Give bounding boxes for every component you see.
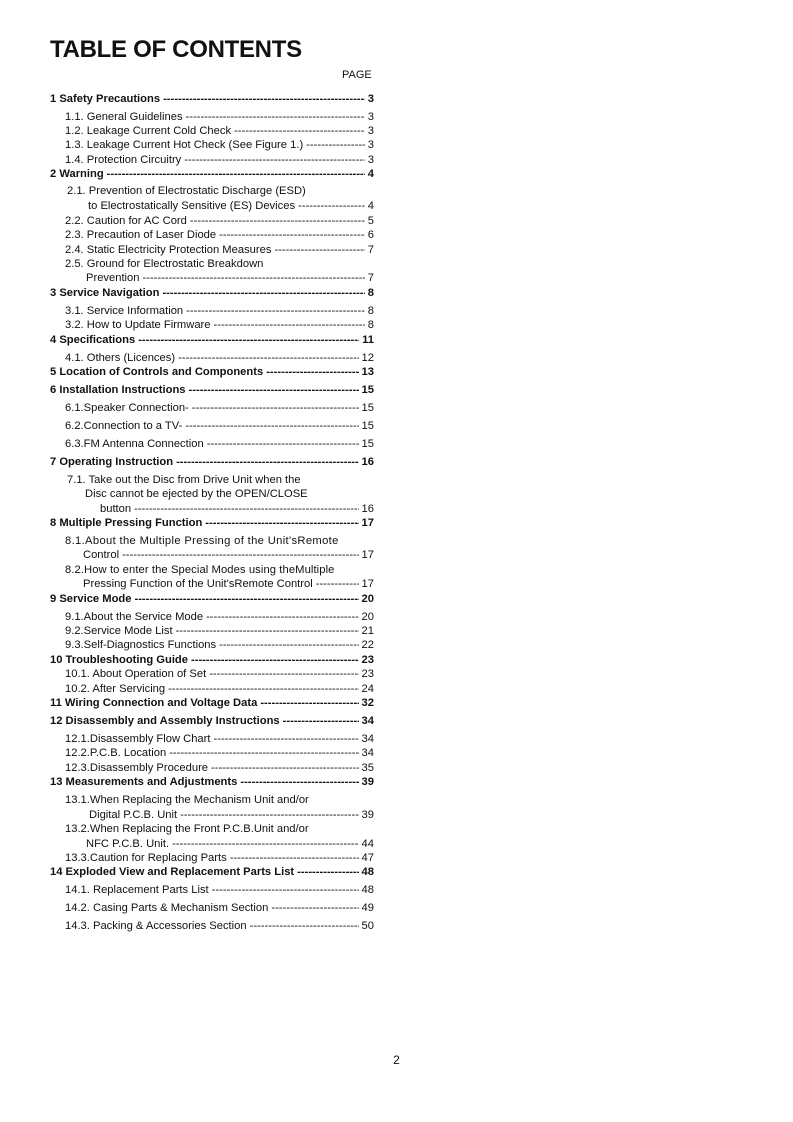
toc-entry-3-1[interactable] (65, 304, 374, 318)
toc-entry-4-1[interactable] (65, 351, 374, 365)
toc-entry-13-3[interactable] (65, 851, 374, 865)
toc-entry-title: 12.1.Disassembly Flow Chart (65, 733, 211, 745)
toc-entry-page: 7 (367, 244, 374, 256)
dot-leader (207, 437, 359, 451)
dot-leader (163, 92, 365, 106)
dot-leader (274, 243, 364, 257)
toc-entry-page: 24 (361, 683, 374, 695)
dot-leader (306, 138, 365, 152)
toc-entry-title: 2.2. Caution for AC Cord (65, 215, 187, 227)
toc-entry-title: 9.3.Self-Diagnostics Functions (65, 639, 217, 651)
toc-entry-page: 15 (361, 420, 374, 432)
toc-entry-title: 10 Troubleshooting Guide (50, 654, 188, 666)
dot-leader (134, 502, 358, 516)
toc-entry-9-3[interactable] (65, 638, 374, 652)
toc-entry-2-2[interactable] (65, 214, 374, 228)
dot-leader (172, 837, 358, 851)
dot-leader (176, 624, 359, 638)
toc-entry-1-1[interactable] (65, 110, 374, 124)
toc-entry-13-2[interactable] (86, 837, 374, 851)
toc-entry-2-5-line1: 2.5. Ground for Electrostatic Breakdown (65, 258, 264, 270)
toc-section-1[interactable] (50, 92, 374, 106)
toc-entry-title: 1.4. Protection Circuitry (65, 154, 182, 166)
toc-entry-13-2-line1: 13.2.When Replacing the Front P.C.B.Unit and/or (65, 823, 309, 835)
toc-entry-1-3[interactable] (65, 138, 374, 152)
toc-entry-title: 11 Wiring Connection and Voltage Data (50, 697, 258, 709)
toc-entry-13-1[interactable] (89, 808, 374, 822)
toc-entry-6-1[interactable] (65, 401, 374, 415)
dot-leader (297, 865, 358, 879)
toc-entry-title: 9 Service Mode (50, 593, 132, 605)
toc-entry-3-2[interactable] (65, 318, 374, 332)
dot-leader (219, 638, 358, 652)
toc-entry-page: 3 (367, 139, 374, 151)
toc-entry-page: 16 (361, 456, 374, 468)
toc-entry-page: 13 (361, 366, 374, 378)
toc-entry-page: 17 (361, 549, 374, 561)
toc-entry-title: 1.1. General Guidelines (65, 111, 183, 123)
toc-section-10[interactable] (50, 653, 374, 667)
toc-section-4[interactable] (50, 333, 374, 347)
toc-entry-title: 13.3.Caution for Replacing Parts (65, 852, 227, 864)
toc-section-3[interactable] (50, 286, 374, 300)
toc-entry-title: to Electrostatically Sensitive (ES) Devices (88, 200, 296, 212)
toc-entry-title: Prevention (86, 272, 140, 284)
toc-entry-page: 6 (367, 229, 374, 241)
toc-section-12[interactable] (50, 714, 374, 728)
toc-entry-12-1[interactable] (65, 732, 374, 746)
toc-entry-title: 12.3.Disassembly Procedure (65, 762, 209, 774)
page-column-label: PAGE (342, 69, 372, 81)
toc-entry-page: 15 (361, 384, 374, 396)
dot-leader (209, 667, 358, 681)
toc-entry-page: 17 (361, 517, 374, 529)
toc-entry-title: 14.3. Packing & Accessories Section (65, 920, 247, 932)
toc-entry-page: 4 (367, 168, 374, 180)
dot-leader (211, 761, 359, 775)
toc-entry-page: 50 (361, 920, 374, 932)
toc-entry-title: 2.3. Precaution of Laser Diode (65, 229, 217, 241)
toc-section-2[interactable] (50, 167, 374, 181)
dot-leader (191, 653, 359, 667)
dot-leader (122, 548, 358, 562)
dot-leader (143, 271, 365, 285)
toc-entry-title: 1 Safety Precautions (50, 93, 161, 105)
toc-entry-page: 16 (361, 503, 374, 515)
toc-entry-page: 34 (361, 733, 374, 745)
toc-entry-title: 9.1.About the Service Mode (65, 611, 204, 623)
dot-leader (169, 746, 358, 760)
dot-leader (271, 901, 358, 915)
dot-leader (186, 110, 365, 124)
toc-entry-2-4[interactable] (65, 243, 374, 257)
toc-entry-page: 22 (361, 639, 374, 651)
toc-entry-14-1[interactable] (65, 883, 374, 897)
toc-entry-page: 8 (367, 319, 374, 331)
toc-entry-page: 48 (361, 866, 374, 878)
dot-leader (162, 286, 364, 300)
toc-entry-page: 20 (361, 611, 374, 623)
toc-entry-title: 14.2. Casing Parts & Mechanism Section (65, 902, 269, 914)
toc-entry-title: Pressing Function of the Unit'sRemote Control (83, 578, 313, 590)
toc-entry-title: 14.1. Replacement Parts List (65, 884, 209, 896)
toc-entry-page: 23 (361, 654, 374, 666)
toc-entry-page: 8 (367, 305, 374, 317)
dot-leader (214, 318, 365, 332)
dot-leader (230, 851, 359, 865)
toc-entry-7-1[interactable] (100, 502, 374, 516)
toc-entry-title: 14 Exploded View and Replacement Parts List (50, 866, 295, 878)
toc-entry-page: 3 (367, 154, 374, 166)
toc-entry-title: Control (83, 549, 120, 561)
toc-entry-2-1[interactable] (88, 199, 374, 213)
toc-entry-title: 1.3. Leakage Current Hot Check (See Figure 1.) (65, 139, 304, 151)
toc-entry-title: 1.2. Leakage Current Cold Check (65, 125, 232, 137)
toc-section-13[interactable] (50, 775, 374, 789)
toc-entry-title: 12.2.P.C.B. Location (65, 747, 167, 759)
toc-entry-1-4[interactable] (65, 153, 374, 167)
toc-entry-10-2[interactable] (65, 682, 374, 696)
toc-entry-8-2[interactable] (83, 577, 374, 591)
dot-leader (134, 592, 358, 606)
toc-entry-14-2[interactable] (65, 901, 374, 915)
toc-entry-title: 7 Operating Instruction (50, 456, 174, 468)
toc-entry-page: 15 (361, 402, 374, 414)
toc-section-8[interactable] (50, 516, 374, 530)
toc-section-7[interactable] (50, 455, 374, 469)
toc-entry-page: 39 (361, 776, 374, 788)
dot-leader (178, 351, 358, 365)
toc-entry-title: 2.4. Static Electricity Protection Measures (65, 244, 272, 256)
toc-entry-title: 6 Installation Instructions (50, 384, 186, 396)
dot-leader (206, 610, 358, 624)
toc-entry-9-1[interactable] (65, 610, 374, 624)
toc-entry-page: 3 (367, 111, 374, 123)
dot-leader (176, 455, 358, 469)
dot-leader (168, 682, 358, 696)
toc-entry-6-3[interactable] (65, 437, 374, 451)
toc-entry-page: 35 (361, 762, 374, 774)
toc-entry-title: 13 Measurements and Adjustments (50, 776, 238, 788)
toc-section-11[interactable] (50, 696, 374, 710)
toc-section-6[interactable] (50, 383, 374, 397)
dot-leader (298, 199, 365, 213)
dot-leader (180, 808, 358, 822)
dot-leader (234, 124, 365, 138)
toc-entry-page: 23 (361, 668, 374, 680)
toc-entry-page: 11 (362, 334, 374, 346)
toc-entry-title: 3.1. Service Information (65, 305, 184, 317)
dot-leader (189, 383, 359, 397)
toc-entry-title: 4 Specifications (50, 334, 136, 346)
toc-section-14[interactable] (50, 865, 374, 879)
toc-entry-page: 4 (367, 200, 374, 212)
toc-entry-page: 49 (361, 902, 374, 914)
toc-entry-8-1-line1: 8.1.About the Multiple Pressing of the Unit'sRemote (65, 535, 339, 547)
dot-leader (185, 419, 358, 433)
toc-entry-page: 47 (361, 852, 374, 864)
toc-entry-14-3[interactable] (65, 919, 374, 933)
dot-leader (260, 696, 358, 710)
toc-entry-title: NFC P.C.B. Unit. (86, 838, 170, 850)
toc-entry-page: 20 (361, 593, 374, 605)
toc-entry-title: 4.1. Others (Licences) (65, 352, 176, 364)
dot-leader (186, 304, 365, 318)
toc-entry-page: 3 (367, 93, 374, 105)
dot-leader (138, 333, 359, 347)
toc-entry-page: 15 (361, 438, 374, 450)
toc-entry-7-1-line2: Disc cannot be ejected by the OPEN/CLOSE (85, 488, 308, 500)
toc-entry-page: 7 (367, 272, 374, 284)
toc-entry-7-1-line1: 7.1. Take out the Disc from Drive Unit when the (67, 474, 301, 486)
dot-leader (240, 775, 358, 789)
toc-entry-title: 6.3.FM Antenna Connection (65, 438, 204, 450)
dot-leader (212, 883, 359, 897)
dot-leader (219, 228, 365, 242)
toc-entry-title: 6.2.Connection to a TV- (65, 420, 183, 432)
dot-leader (283, 714, 359, 728)
toc-entry-page: 48 (361, 884, 374, 896)
toc-entry-title: button (100, 503, 132, 515)
toc-entry-title: 2 Warning (50, 168, 104, 180)
dot-leader (316, 577, 359, 591)
dot-leader (190, 214, 365, 228)
dot-leader (214, 732, 359, 746)
toc-entry-page: 8 (367, 287, 374, 299)
toc-entry-10-1[interactable] (65, 667, 374, 681)
toc-entry-page: 34 (361, 715, 374, 727)
toc-entry-1-2[interactable] (65, 124, 374, 138)
toc-entry-title: 6.1.Speaker Connection- (65, 402, 189, 414)
dot-leader (250, 919, 359, 933)
toc-entry-2-5[interactable] (86, 271, 374, 285)
toc-entry-13-1-line1: 13.1.When Replacing the Mechanism Unit and/or (65, 794, 309, 806)
dot-leader (205, 516, 358, 530)
toc-entry-title: 10.2. After Servicing (65, 683, 166, 695)
toc-entry-title: 12 Disassembly and Assembly Instructions (50, 715, 280, 727)
toc-entry-title: 3.2. How to Update Firmware (65, 319, 211, 331)
dot-leader (192, 401, 359, 415)
toc-entry-title: 10.1. About Operation of Set (65, 668, 207, 680)
toc-entry-page: 17 (361, 578, 374, 590)
toc-entry-12-2[interactable] (65, 746, 374, 760)
toc-entry-page: 5 (367, 215, 374, 227)
toc-entry-12-3[interactable] (65, 761, 374, 775)
toc-entry-6-2[interactable] (65, 419, 374, 433)
toc-entry-title: 3 Service Navigation (50, 287, 160, 299)
toc-entry-2-1-line1: 2.1. Prevention of Electrostatic Discharge (ESD) (67, 185, 306, 197)
dot-leader (266, 365, 358, 379)
toc-entry-title: Digital P.C.B. Unit (89, 809, 178, 821)
toc-entry-2-3[interactable] (65, 228, 374, 242)
toc-entry-8-1[interactable] (83, 548, 374, 562)
toc-entry-title: 8 Multiple Pressing Function (50, 517, 203, 529)
toc-entry-title: 9.2.Service Mode List (65, 625, 173, 637)
toc-section-5[interactable] (50, 365, 374, 379)
dot-leader (184, 153, 364, 167)
toc-entry-title: 5 Location of Controls and Components (50, 366, 264, 378)
toc-entry-page: 3 (367, 125, 374, 137)
toc-entry-page: 39 (361, 809, 374, 821)
toc-entry-9-2[interactable] (65, 624, 374, 638)
toc-entry-page: 32 (361, 697, 374, 709)
toc-entry-page: 34 (361, 747, 374, 759)
toc-entry-page: 12 (361, 352, 374, 364)
toc-section-9[interactable] (50, 592, 374, 606)
toc-entry-8-2-line1: 8.2.How to enter the Special Modes using theMultiple (65, 564, 335, 576)
page-title: TABLE OF CONTENTS (50, 36, 302, 63)
page-number: 2 (393, 1053, 400, 1067)
toc-entry-page: 44 (361, 838, 374, 850)
dot-leader (107, 167, 365, 181)
toc-entry-page: 21 (361, 625, 374, 637)
